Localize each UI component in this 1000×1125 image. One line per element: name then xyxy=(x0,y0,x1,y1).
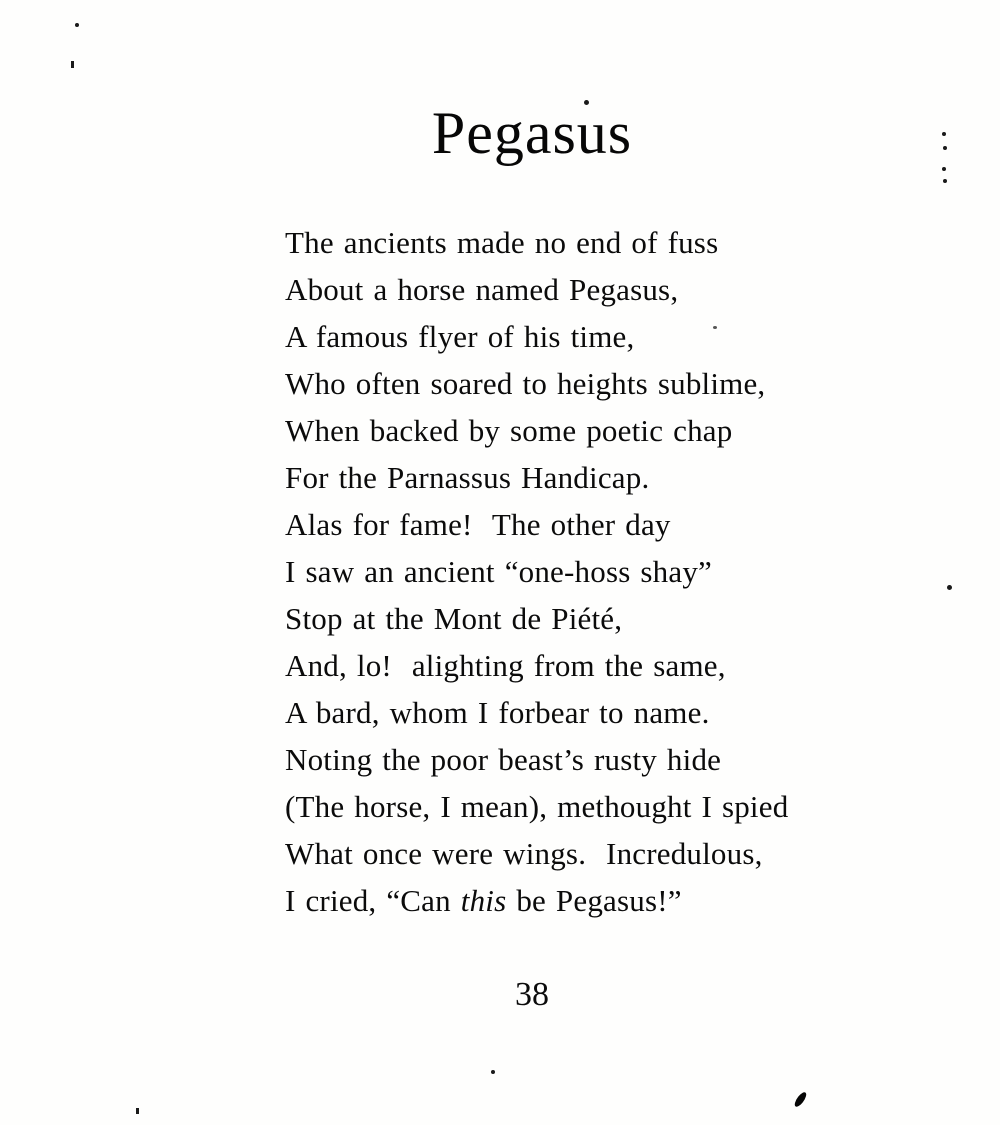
poem-line-last-pre: I cried, “Can xyxy=(285,883,461,918)
scan-speckle xyxy=(942,167,946,171)
poem-line: (The horse, I mean), methought I spied xyxy=(285,789,789,824)
poem-line: A famous flyer of his time, xyxy=(285,319,635,354)
ink-blot xyxy=(793,1091,809,1109)
scan-speckle xyxy=(136,1108,139,1114)
scan-speckle xyxy=(942,132,946,136)
scan-speckle xyxy=(71,61,74,68)
poem-line: A bard, whom I forbear to name. xyxy=(285,695,710,730)
poem-line-last xyxy=(285,877,905,924)
poem-line: I saw an ancient “one-hoss shay” xyxy=(285,554,712,589)
poem-line: Stop at the Mont de Piété, xyxy=(285,601,623,636)
poem-line: The ancients made no end of fuss xyxy=(285,225,719,260)
poem-line-last-italic: this xyxy=(460,883,507,918)
scan-speckle xyxy=(491,1070,495,1074)
page-number: 38 xyxy=(515,976,549,1013)
poem-line: Noting the poor beast’s rusty hide xyxy=(285,742,722,777)
poem-line: Who often soared to heights sublime, xyxy=(285,366,766,401)
poem-body xyxy=(285,219,905,924)
poem-line: When backed by some poetic chap xyxy=(285,413,733,448)
poem-line: For the Parnassus Handicap. xyxy=(285,460,650,495)
scan-speckle xyxy=(943,146,947,150)
scan-speckle xyxy=(947,585,952,590)
poem-line: Alas for fame! The other day xyxy=(285,507,671,542)
poem-line: About a horse named Pegasus, xyxy=(285,272,679,307)
scan-speckle xyxy=(75,23,79,27)
scan-speckle xyxy=(943,179,947,183)
poem-line: And, lo! alighting from the same, xyxy=(285,648,726,683)
poem-line-last-post: be Pegasus!” xyxy=(506,883,682,918)
poem-title: Pegasus xyxy=(431,100,633,166)
poem-line: What once were wings. Incredulous, xyxy=(285,836,763,871)
